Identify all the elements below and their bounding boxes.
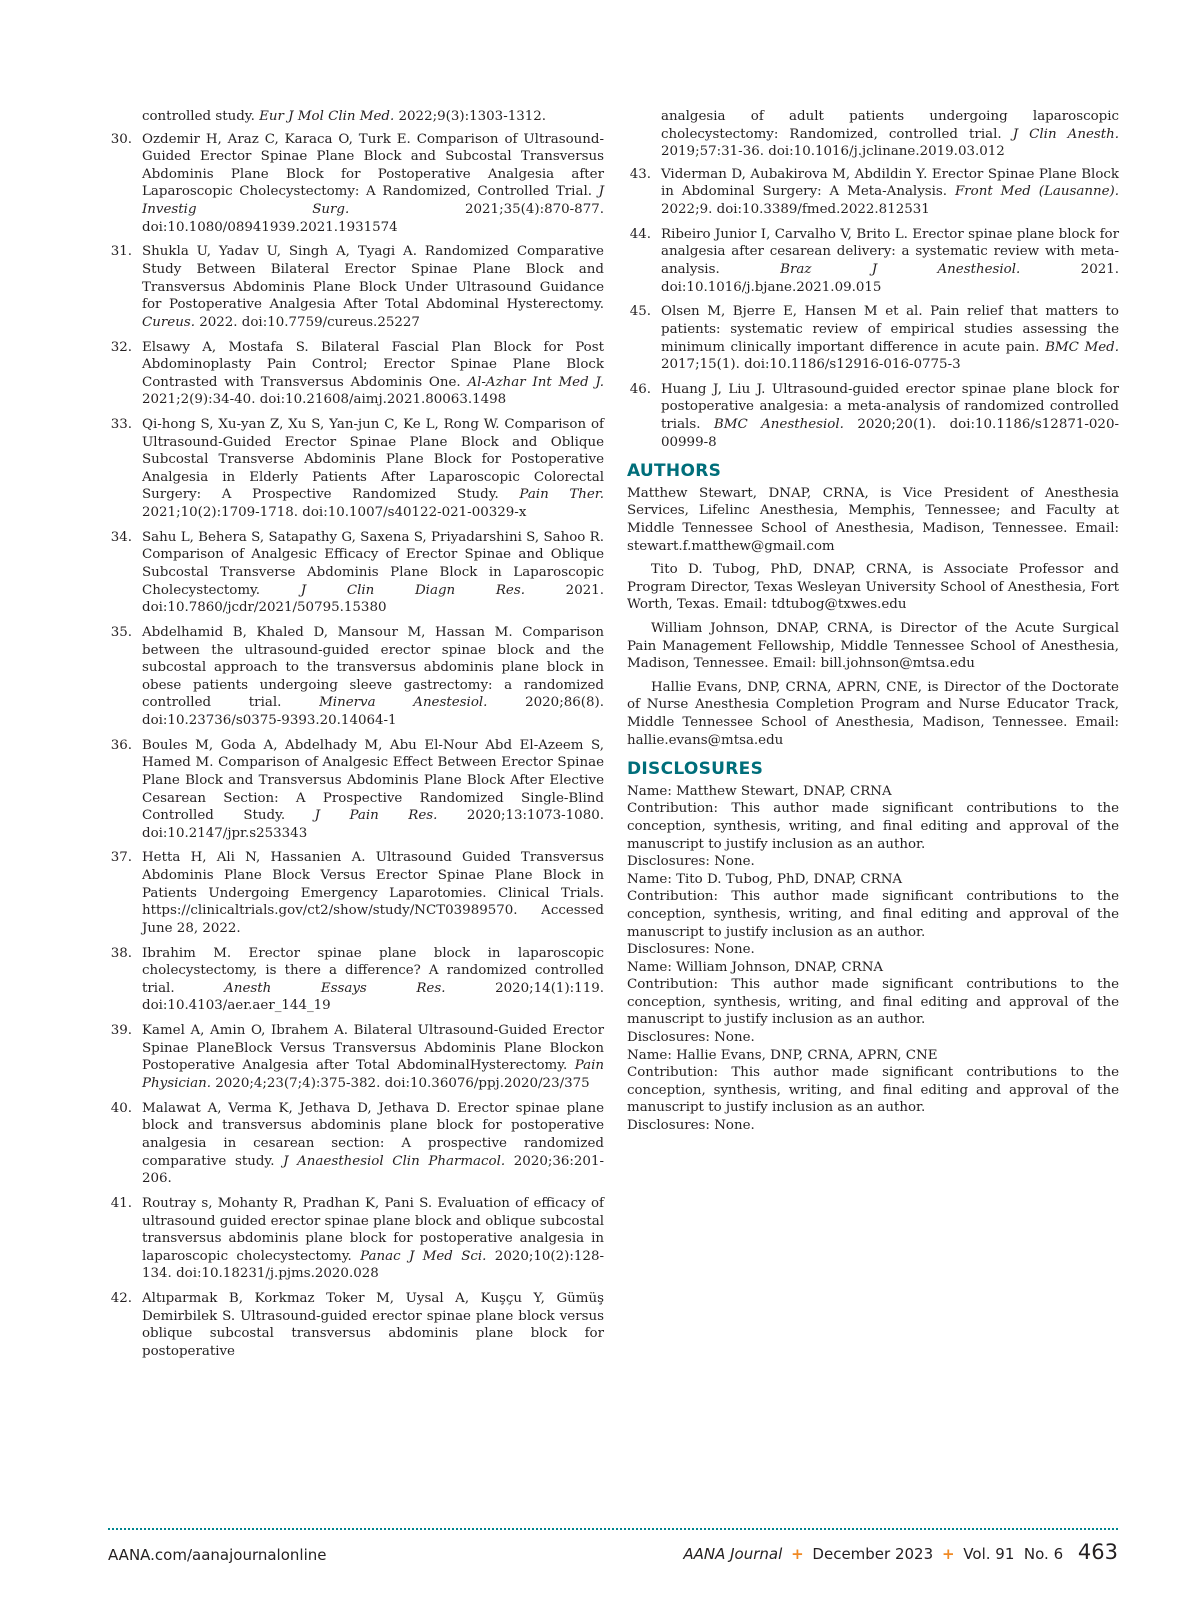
disclosure-contribution: Contribution: This author made significant contributions to the conception, synthesis, writing, and final editing and approval of the manuscript to justify inclusion as an author. bbox=[627, 1065, 1119, 1116]
reference-list bbox=[108, 131, 604, 1361]
reference-text: Shukla U, Yadav U, Singh A, Tyagi A. Randomized Comparative Study Between Bilateral Erector Spinae Plane Block and Transversus Abdominis Plane Block Under Ultrasound Guidance for Postoperative Analgesia After Total Abdominal Hysterectomy. bbox=[142, 244, 604, 313]
reference-text: 2019;57:31-36. doi:10.1016/j.jclinane.2019.03.012 bbox=[661, 144, 1005, 160]
reference-text: 2021;35(4):870-877. doi:10.1080/08941939.2021.1931574 bbox=[142, 201, 604, 235]
journal-title: Cureus. bbox=[142, 314, 195, 330]
disclosure-statement: Disclosures: None. bbox=[627, 854, 755, 870]
disclosure-name: Name: William Johnson, DNAP, CRNA bbox=[627, 959, 884, 975]
journal-title: Anesth Essays Res. bbox=[224, 980, 446, 996]
reference-text: Hetta H, Ali N, Hassanien A. Ultrasound Guided Transversus Abdominis Plane Block Versus Erector Spinae Plane Block in Patients Undergoing Emergency Laparotomies. Clinical Trials. https://clinicaltrials.gov/ct2/show/study/NCT03989570. Accessed June 28, 2022. bbox=[142, 850, 604, 936]
journal-title: Pain Ther. bbox=[519, 487, 604, 503]
journal-title: J Pain Res. bbox=[314, 808, 438, 824]
journal-title: BMC Med. bbox=[1045, 339, 1119, 355]
disclosure-name: Name: Tito D. Tubog, PhD, DNAP, CRNA bbox=[627, 871, 903, 887]
journal-title: J Clin Diagn Res. bbox=[300, 582, 525, 598]
journal-title: BMC Anesthesiol. bbox=[713, 417, 844, 433]
reference-number: 39. bbox=[110, 1023, 132, 1039]
disclosures-heading: DISCLOSURES bbox=[627, 759, 764, 780]
reference-text: 2020;14(1):119. doi:10.4103/aer.aer_144_19 bbox=[142, 980, 604, 1014]
reference-item bbox=[108, 339, 604, 409]
reference-item bbox=[108, 529, 604, 617]
reference-text: 2021. doi:10.1016/j.bjane.2021.09.015 bbox=[661, 261, 1120, 295]
plus-separator-icon: + bbox=[941, 1545, 955, 1563]
author-bio: William Johnson, DNAP, CRNA, is Director of the Acute Surgical Pain Management Fellowship, Middle Tennessee School of Anesthesia, Madison, Tennessee. Email: bill.johnson@mtsa.edu bbox=[627, 621, 1119, 672]
reference-text: Malawat A, Verma K, Jethava D, Jethava D. Erector spinae plane block and transversus abdominis plane block for postoperative analgesia in cesarean section: A prospective randomized comparative study. bbox=[142, 1100, 604, 1169]
reference-number: 31. bbox=[110, 244, 132, 260]
journal-title: Pain Physician. bbox=[142, 1058, 604, 1091]
journal-title: Braz J Anesthesiol. bbox=[780, 261, 1021, 277]
author-bio: Hallie Evans, DNP, CRNA, APRN, CNE, is Director of the Doctorate of Nurse Anesthesia Completion Program and Nurse Educator Track, Middle Tennessee School of Anesthesia, Madison, Tennessee. Email: hallie.evans@mtsa.edu bbox=[627, 679, 1119, 748]
reference-text: Elsawy A, Mostafa S. Bilateral Fascial Plan Block for Post Abdominoplasty Pain Control; Erector Spinae Plane Block Contrasted with Transversus Abdominis One. bbox=[142, 339, 604, 390]
journal-title: J Anaesthesiol Clin Pharmacol. bbox=[283, 1153, 506, 1169]
reference-text: 2021;10(2):1709-1718. doi:10.1007/s40122-021-00329-x bbox=[142, 505, 527, 521]
reference-number: 35. bbox=[110, 624, 132, 640]
reference-number: 46. bbox=[629, 381, 651, 397]
page-number: 463 bbox=[1077, 1540, 1118, 1564]
reference-number: 32. bbox=[110, 339, 132, 355]
reference-list bbox=[627, 166, 1119, 451]
journal-title: Panac J Med Sci. bbox=[360, 1248, 487, 1264]
reference-number: 40. bbox=[110, 1100, 132, 1116]
footer-website-link[interactable]: AANA.com/aanajournalonline bbox=[108, 1546, 327, 1564]
reference-text: 2022. doi:10.7759/cureus.25227 bbox=[194, 314, 420, 330]
footer-journal-title: AANA Journal bbox=[683, 1545, 783, 1563]
reference-item bbox=[108, 945, 604, 1015]
reference-text: 2020;86(8). doi:10.23736/s0375-9393.20.14064-1 bbox=[142, 695, 604, 728]
reference-item bbox=[108, 131, 604, 237]
reference-text: Altıparmak B, Korkmaz Toker M, Uysal A, Kuşçu Y, Gümüş Demirbilek S. Ultrasound-guided erector spinae plane block versus oblique subcostal transversus abdominis plane block for postoperative bbox=[142, 1291, 604, 1359]
reference-text: 2020;10(2):128-134. doi:10.18231/j.pjms.2020.028 bbox=[142, 1248, 604, 1282]
reference-text: Abdelhamid B, Khaled D, Mansour M, Hassan M. Comparison between the ultrasound-guided erector spinae block and the subcostal approach to the transversus abdominis plane block in obese patients undergoing sleeve gastrectomy: a randomized controlled trial. bbox=[142, 624, 604, 711]
disclosure-contribution: Contribution: This author made significant contributions to the conception, synthesis, writing, and final editing and approval of the manuscript to justify inclusion as an author. bbox=[627, 801, 1119, 852]
footer-issue-date: December 2023 bbox=[812, 1545, 934, 1563]
reference-item bbox=[627, 381, 1119, 451]
reference-item bbox=[627, 303, 1119, 373]
disclosures-section bbox=[627, 783, 1119, 1135]
author-bio: Matthew Stewart, DNAP, CRNA, is Vice President of Anesthesia Services, Lifelinc Anesthesia, Memphis, Tennessee; and Faculty at Middle Tennessee School of Anesthesia, Madison, Tennessee. Email: stewart.f.matthew@gmail.com bbox=[627, 485, 1119, 554]
reference-item bbox=[627, 166, 1119, 219]
disclosure-statement: Disclosures: None. bbox=[627, 1030, 755, 1046]
reference-text: Routray s, Mohanty R, Pradhan K, Pani S. Evaluation of efficacy of ultrasound guided erector spinae plane block and oblique subcostal transversus abdominis plane block for postoperative analgesia in laparoscopic cholecystectomy. bbox=[142, 1195, 604, 1264]
reference-text: controlled study. bbox=[142, 109, 260, 124]
reference-text: Sahu L, Behera S, Satapathy G, Saxena S, Priyadarshini S, Sahoo R. Comparison of Analgesic Efficacy of Erector Spinae and Oblique Subcostal Transverse Abdominis Plane Block in Laparoscopic Cholecystectomy. bbox=[142, 529, 604, 598]
journal-title: J Investig Surg. bbox=[142, 184, 604, 217]
journal-title: Eur J Mol Clin Med. bbox=[259, 109, 395, 124]
reference-item bbox=[108, 849, 604, 937]
disclosure-name: Name: Matthew Stewart, DNAP, CRNA bbox=[627, 783, 892, 799]
reference-number: 43. bbox=[629, 166, 651, 182]
reference-text: 2020;20(1). doi:10.1186/s12871-020-00999-8 bbox=[661, 417, 1119, 450]
reference-text: 2021;2(9):34-40. doi:10.21608/aimj.2021.80063.1498 bbox=[142, 392, 507, 408]
reference-item bbox=[627, 226, 1119, 296]
reference-item bbox=[108, 1022, 604, 1092]
footer-divider bbox=[108, 1528, 1118, 1530]
reference-text: Ribeiro Junior I, Carvalho V, Brito L. Erector spinae plane block for analgesia after cesarean delivery: a systematic review with meta-analysis. bbox=[661, 226, 1119, 277]
footer-journal-info bbox=[683, 1540, 1118, 1564]
reference-number: 33. bbox=[110, 417, 132, 433]
reference-number: 42. bbox=[110, 1291, 132, 1307]
reference-text: Viderman D, Aubakirova M, Abdildin Y. Erector Spinae Plane Block in Abdominal Surgery: A Meta-Analysis. bbox=[661, 166, 1119, 200]
reference-number: 36. bbox=[110, 737, 132, 753]
reference-text: 2020;36:201-206. bbox=[142, 1153, 604, 1187]
reference-number: 44. bbox=[629, 226, 651, 242]
authors-section bbox=[627, 485, 1119, 749]
reference-text: 2022;9. doi:10.3389/fmed.2022.812531 bbox=[661, 201, 930, 217]
reference-item bbox=[108, 1290, 604, 1360]
reference-item bbox=[108, 1195, 604, 1283]
reference-text: Huang J, Liu J. Ultrasound-guided erector spinae plane block for postoperative analgesia: a meta-analysis of randomized controlled trials. bbox=[661, 381, 1119, 433]
disclosure-statement: Disclosures: None. bbox=[627, 942, 755, 958]
reference-text: 2020;13:1073-1080. doi:10.2147/jpr.s253343 bbox=[142, 808, 604, 841]
reference-item bbox=[108, 624, 604, 730]
plus-separator-icon: + bbox=[791, 1545, 804, 1563]
reference-text: 2020;4;23(7;4):375-382. doi:10.36076/ppj.2020/23/375 bbox=[211, 1075, 590, 1091]
reference-item bbox=[108, 416, 604, 522]
reference-text: Qi-hong S, Xu-yan Z, Xu S, Yan-jun C, Ke L, Rong W. Comparison of Ultrasound-Guided Erector Spinae Plane Block and Oblique Subcostal Transverse Abdominis Plane Block for Postoperative Analgesia in Elderly Patients After Laparoscopic Colorectal Surgery: A Prospective Randomized Study. bbox=[142, 417, 604, 503]
right-column bbox=[627, 108, 1119, 1135]
reference-number: 37. bbox=[110, 850, 132, 866]
reference-item bbox=[108, 737, 604, 843]
reference-item bbox=[108, 1100, 604, 1188]
reference-text: Kamel A, Amin O, Ibrahem A. Bilateral Ultrasound-Guided Erector Spinae PlaneBlock Versus Transversus Abdominis Plane Blockon Postoperative Analgesia after Total AbdominalHysterectomy. bbox=[142, 1023, 604, 1074]
left-column bbox=[108, 108, 604, 1368]
reference-number: 45. bbox=[629, 304, 651, 320]
journal-title: Minerva Anestesiol. bbox=[319, 695, 488, 711]
reference-text: 2017;15(1). doi:10.1186/s12916-016-0775-3 bbox=[661, 357, 961, 373]
reference-number: 34. bbox=[110, 529, 132, 545]
reference-number: 41. bbox=[110, 1195, 132, 1211]
journal-title: Front Med (Lausanne). bbox=[954, 184, 1120, 200]
reference-text: Olsen M, Bjerre E, Hansen M et al. Pain relief that matters to patients: systematic review of empirical studies assessing the minimum clinically important difference in acute pain. bbox=[661, 304, 1119, 355]
reference-text: Ozdemir H, Araz C, Karaca O, Turk E. Comparison of Ultrasound-Guided Erector Spinae Plane Block and Subcostal Transversus Abdominis Plane Block for Postoperative Analgesia after Laparoscopic Cholecystectomy: A Randomized, Controlled Trial. bbox=[142, 131, 604, 200]
disclosure-statement: Disclosures: None. bbox=[627, 1118, 755, 1134]
journal-title: J Clin Anesth. bbox=[1012, 126, 1120, 142]
reference-text: 2022;9(3):1303-1312. bbox=[394, 109, 547, 124]
reference-continuation bbox=[108, 108, 604, 126]
journal-title: Al-Azhar Int Med J. bbox=[467, 374, 605, 390]
reference-text: 2021. doi:10.7860/jcdr/2021/50795.15380 bbox=[142, 582, 605, 616]
reference-item bbox=[108, 243, 604, 331]
disclosure-name: Name: Hallie Evans, DNP, CRNA, APRN, CNE bbox=[627, 1047, 938, 1063]
author-bio: Tito D. Tubog, PhD, DNAP, CRNA, is Associate Professor and Program Director, Texas Wesleyan University School of Anesthesia, Fort Worth, Texas. Email: tdtubog@txwes.edu bbox=[627, 562, 1119, 613]
authors-heading: AUTHORS bbox=[627, 461, 722, 482]
reference-continuation bbox=[627, 108, 1119, 161]
reference-number: 30. bbox=[110, 131, 132, 147]
reference-text: Ibrahim M. Erector spinae plane block in laparoscopic cholecystectomy, is there a difference? A randomized controlled trial. bbox=[142, 945, 604, 996]
reference-text: analgesia of adult patients undergoing laparoscopic cholecystectomy: Randomized, controlled trial. bbox=[661, 109, 1119, 142]
reference-text: Boules M, Goda A, Abdelhady M, Abu El-Nour Abd El-Azeem S, Hamed M. Comparison of Analgesic Effect Between Erector Spinae Plane Block and Transversus Abdominis Plane Block After Elective Cesarean Section: A Prospective Randomized Single-Blind Controlled Study. bbox=[142, 737, 604, 824]
disclosure-contribution: Contribution: This author made significant contributions to the conception, synthesis, writing, and final editing and approval of the manuscript to justify inclusion as an author. bbox=[627, 889, 1119, 940]
footer-volume: Vol. 91 No. 6 bbox=[963, 1545, 1064, 1563]
disclosure-contribution: Contribution: This author made significant contributions to the conception, synthesis, writing, and final editing and approval of the manuscript to justify inclusion as an author. bbox=[627, 977, 1119, 1028]
reference-number: 38. bbox=[110, 945, 132, 961]
